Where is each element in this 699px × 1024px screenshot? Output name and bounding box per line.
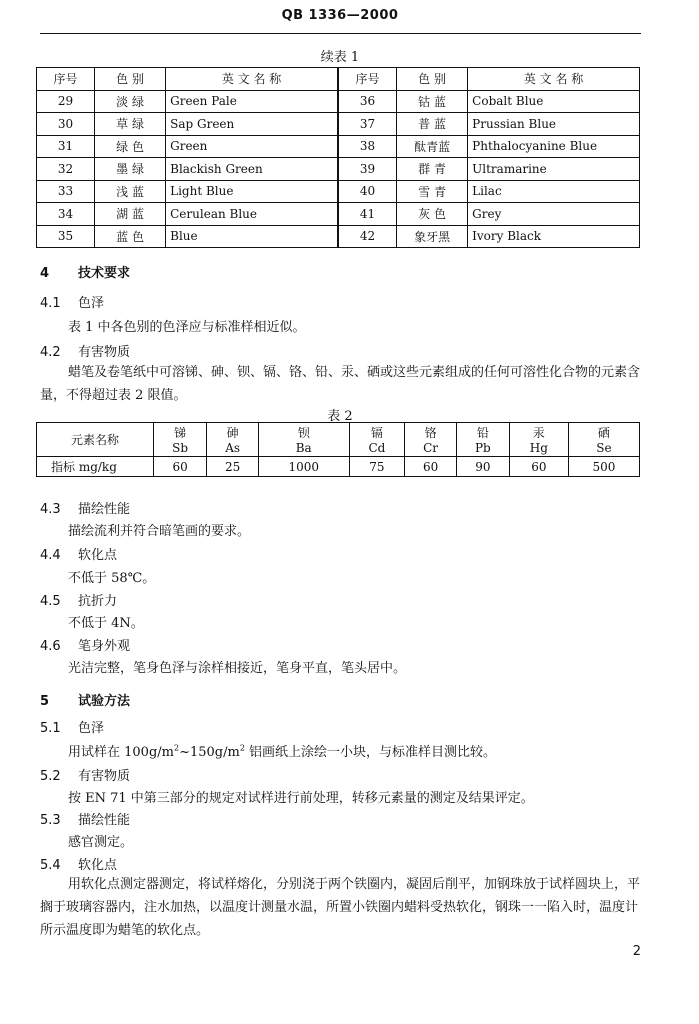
col-header-english: 英 文 名 称: [468, 68, 640, 91]
cell-color: 灰 色: [397, 203, 468, 226]
clause-5-4-heading: 5.4 软化点: [40, 858, 118, 873]
clause-4-5-text: 不低于 4N。: [68, 616, 144, 631]
section-4-heading: 4 技术要求: [40, 266, 131, 281]
element-chinese-name: 汞: [532, 426, 545, 440]
element-symbol: Hg: [529, 441, 548, 455]
cell-english: Cobalt Blue: [468, 90, 640, 113]
cell-color: 墨 绿: [95, 158, 166, 181]
col-header-color: 色 别: [95, 68, 166, 91]
clause-5-2-text: 按 EN 71 中第三部分的规定对试样进行前处理，转移元素量的测定及结果评定。: [68, 791, 534, 806]
cell-english: Sap Green: [166, 113, 338, 136]
table-row: [37, 203, 640, 226]
cell-no: 38: [338, 135, 397, 158]
cell-english: Blue: [166, 225, 338, 248]
element-header-cell: [258, 423, 349, 457]
cell-color: 普 蓝: [397, 113, 468, 136]
clause-5-2-heading: 5.2 有害物质: [40, 769, 131, 784]
cell-color: 雪 青: [397, 180, 468, 203]
cell-no: 30: [37, 113, 95, 136]
clause-4-6-heading: 4.6 笔身外观: [40, 639, 131, 654]
cell-no: 37: [338, 113, 397, 136]
clause-4-3-heading: 4.3 描绘性能: [40, 502, 131, 517]
element-chinese-name: 铅: [476, 426, 489, 440]
section-5-heading: 5 试验方法: [40, 694, 131, 709]
element-limit-value: 90: [456, 457, 509, 477]
element-chinese-name: 钡: [297, 426, 310, 440]
col-header-color: 色 别: [397, 68, 468, 91]
clause-4-2-text: 蜡笔及卷笔纸中可溶锑、砷、钡、镉、铬、铅、汞、硒或这些元素组成的任何可溶性化合物的元素含量，不得超过表 2 限值。: [40, 365, 641, 403]
cell-no: 32: [37, 158, 95, 181]
element-chinese-name: 锑: [174, 426, 187, 440]
element-header-cell: [405, 423, 457, 457]
element-header-cell: [456, 423, 509, 457]
clause-4-5-heading: 4.5 抗折力: [40, 594, 118, 609]
element-limit-value: 75: [349, 457, 405, 477]
cell-english: Light Blue: [166, 180, 338, 203]
element-limit-value: 1000: [258, 457, 349, 477]
clause-4-4-heading: 4.4 软化点: [40, 548, 118, 563]
cell-color: 群 青: [397, 158, 468, 181]
cell-english: Blackish Green: [166, 158, 338, 181]
element-limit-value: 500: [568, 457, 639, 477]
element-header-cell: [349, 423, 405, 457]
table-row: [37, 113, 640, 136]
cell-color: 酞青蓝: [397, 135, 468, 158]
standard-number: QB 1336—2000: [281, 8, 399, 23]
table-row: [37, 90, 640, 113]
element-symbol: Cd: [368, 441, 386, 455]
clause-4-6-text: 光洁完整，笔身色泽与涂样相接近，笔身平直，笔头居中。: [68, 661, 407, 676]
cell-no: 29: [37, 90, 95, 113]
element-symbol: Sb: [172, 441, 189, 455]
cell-english: Green Pale: [166, 90, 338, 113]
clause-5-3-text: 感官测定。: [68, 835, 134, 850]
clause-5-3-heading: 5.3 描绘性能: [40, 813, 131, 828]
element-header-cell: [207, 423, 259, 457]
element-symbol: As: [225, 441, 241, 455]
element-limit-value: 25: [207, 457, 259, 477]
cell-no: 40: [338, 180, 397, 203]
cell-english: Ultramarine: [468, 158, 640, 181]
element-symbol: Cr: [423, 441, 439, 455]
page-number: 2: [632, 944, 641, 959]
element-symbol: Pb: [474, 441, 491, 455]
element-header-cell: [568, 423, 639, 457]
clause-5-4-text: 用软化点测定器测定，将试样熔化，分别浇于两个铁圈内，凝固后削平，加钢珠放于试样圆块上，平搁于玻璃容器内，注水加热，以温度计测量水温，所置小铁圈内蜡料受热软化，钢珠一一陷入时，温度计所示温度即为蜡笔的软化点。: [40, 877, 641, 938]
header-rule: [40, 33, 641, 34]
clause-4-1-heading: 4.1 色泽: [40, 296, 105, 311]
element-chinese-name: 硒: [597, 426, 610, 440]
table2-caption: 表 2: [327, 409, 353, 424]
cell-color: 淡 绿: [95, 90, 166, 113]
cell-no: 42: [338, 225, 397, 248]
col-header-no: 序号: [338, 68, 397, 91]
element-limit-value: 60: [509, 457, 568, 477]
clause-4-2-heading: 4.2 有害物质: [40, 345, 131, 360]
element-limit-value: 60: [154, 457, 207, 477]
cell-no: 41: [338, 203, 397, 226]
cell-color: 绿 色: [95, 135, 166, 158]
cell-english: Phthalocyanine Blue: [468, 135, 640, 158]
table-row: [37, 158, 640, 181]
cell-english: Ivory Black: [468, 225, 640, 248]
cell-no: 36: [338, 90, 397, 113]
element-header-cell: [154, 423, 207, 457]
table-row: [37, 457, 640, 477]
cell-no: 35: [37, 225, 95, 248]
row-label-limit: 指标 mg/kg: [37, 457, 154, 477]
table-row: [37, 225, 640, 248]
clause-4-4-text: 不低于 58℃。: [68, 571, 156, 586]
col-header-english: 英 文 名 称: [166, 68, 338, 91]
element-chinese-name: 镉: [370, 426, 383, 440]
element-limit-value: 60: [405, 457, 457, 477]
element-chinese-name: 铬: [424, 426, 437, 440]
cell-no: 34: [37, 203, 95, 226]
cell-color: 湖 蓝: [95, 203, 166, 226]
element-symbol: Ba: [295, 441, 312, 455]
cell-no: 39: [338, 158, 397, 181]
color-table: [36, 67, 640, 248]
clause-4-1-text: 表 1 中各色别的色泽应与标准样相近似。: [68, 320, 306, 335]
table1-caption: 续表 1: [320, 50, 360, 65]
table-row: [37, 423, 640, 457]
element-symbol: Se: [596, 441, 612, 455]
clause-5-1-heading: 5.1 色泽: [40, 721, 105, 736]
cell-color: 钴 蓝: [397, 90, 468, 113]
cell-english: Lilac: [468, 180, 640, 203]
cell-color: 象牙黑: [397, 225, 468, 248]
element-limit-table: [36, 422, 640, 477]
element-header-cell: [509, 423, 568, 457]
cell-english: Green: [166, 135, 338, 158]
element-chinese-name: 砷: [226, 426, 239, 440]
cell-english: Cerulean Blue: [166, 203, 338, 226]
table-header-row: [37, 68, 640, 91]
table-row: [37, 180, 640, 203]
cell-color: 草 绿: [95, 113, 166, 136]
row-label-element: 元素名称: [37, 423, 154, 457]
cell-no: 33: [37, 180, 95, 203]
cell-english: Prussian Blue: [468, 113, 640, 136]
cell-color: 浅 蓝: [95, 180, 166, 203]
col-header-no: 序号: [37, 68, 95, 91]
table-row: [37, 135, 640, 158]
clause-5-1-text: 用试样在 $100g/m^2\sim 150g/m^2$ 铝画纸上涂绘一小块，与标准样目测比较。: [68, 743, 497, 760]
cell-english: Grey: [468, 203, 640, 226]
cell-no: 31: [37, 135, 95, 158]
cell-color: 蓝 色: [95, 225, 166, 248]
clause-4-3-text: 描绘流利并符合暗笔画的要求。: [68, 524, 251, 539]
